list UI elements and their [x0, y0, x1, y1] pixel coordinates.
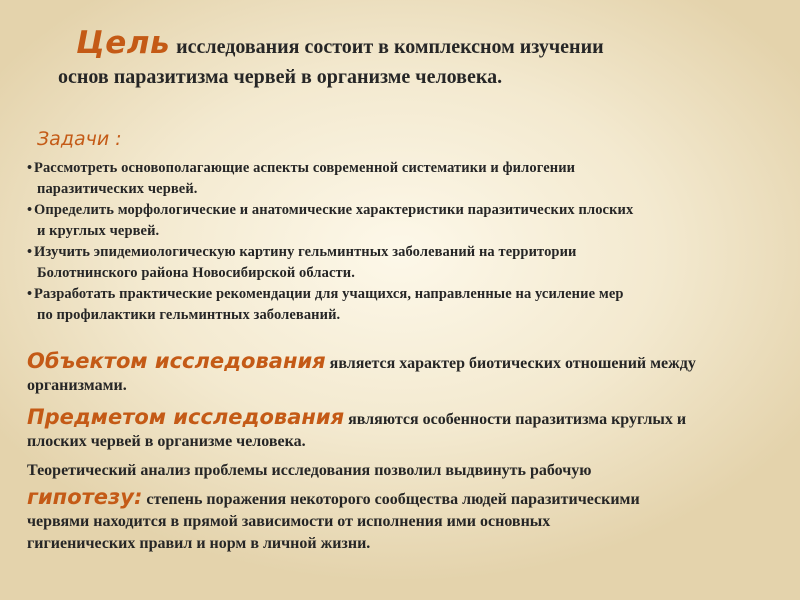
object-line-1: является характер биотических отношений между [329, 355, 696, 372]
subject-term: Предметом исследования [27, 405, 345, 429]
task-2-line-2: и круглых червей. [37, 223, 160, 239]
hypothesis-line-2: червями находится в прямой зависимости от исполнения ими основных [27, 513, 551, 530]
tasks-heading: Задачи : [37, 128, 122, 150]
task-4-line-1: Разработать практические рекомендации для учащихся, направленные на усиление мер [34, 286, 624, 302]
subject-line-2: плоских червей в организме человека. [27, 433, 306, 450]
task-1-line-1: Рассмотреть основополагающие аспекты современной систематики и филогении [34, 160, 576, 176]
hypothesis-paragraph [27, 486, 640, 555]
bullet-icon: • [27, 202, 33, 218]
hypothesis-colon: : [133, 485, 143, 509]
list-item [27, 242, 787, 284]
tasks-list [27, 158, 787, 326]
hypothesis-term: гипотезу [27, 485, 134, 509]
goal-term: Цель [76, 25, 171, 61]
list-item [27, 200, 787, 242]
subject-paragraph [27, 406, 686, 453]
analysis-line: Теоретический анализ проблемы исследования позволил выдвинуть рабочую [27, 462, 592, 479]
object-term: Объектом исследования [27, 349, 326, 373]
list-item [27, 158, 787, 200]
goal-line-2: основ паразитизма червей в организме человека. [58, 66, 503, 88]
hypothesis-line-3: гигиенических правил и норм в личной жизни. [27, 535, 371, 552]
goal-statement [58, 25, 604, 92]
object-line-2: организмами. [27, 377, 127, 394]
task-1-line-2: паразитических червей. [37, 181, 198, 197]
task-3-line-1: Изучить эпидемиологическую картину гельминтных заболеваний на территории [34, 244, 577, 260]
bullet-icon: • [27, 286, 33, 302]
list-item [27, 284, 787, 326]
goal-line-1: исследования состоит в комплексном изучении [176, 36, 604, 58]
bullet-icon: • [27, 244, 33, 260]
object-paragraph [27, 350, 696, 397]
hypothesis-line-1: степень поражения некоторого сообщества людей паразитическими [146, 491, 640, 508]
task-4-line-2: по профилактики гельминтных заболеваний. [37, 307, 341, 323]
bullet-icon: • [27, 160, 33, 176]
subject-line-1: являются особенности паразитизма круглых и [348, 411, 687, 428]
task-2-line-1: Определить морфологические и анатомические характеристики паразитических плоских [34, 202, 634, 218]
task-3-line-2: Болотнинского района Новосибирской области. [37, 265, 355, 281]
